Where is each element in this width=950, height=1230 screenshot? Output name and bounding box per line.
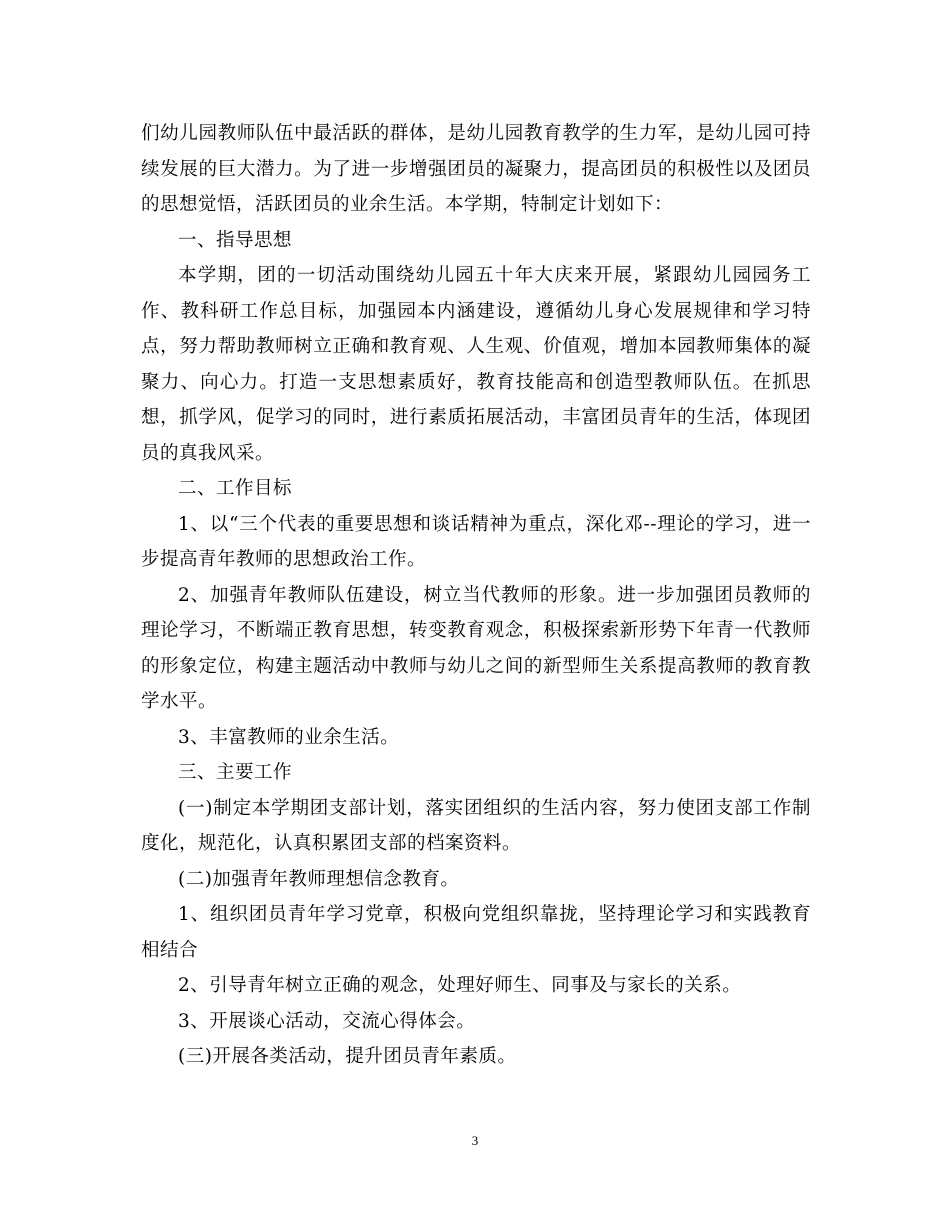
paragraph-intro: 们幼儿园教师队伍中最活跃的群体，是幼儿园教育教学的生力军，是幼儿园可持续发展的巨大潜力。为了进一步增强团员的凝聚力，提高团员的积极性以及团员的思想觉悟，活跃团员的业余生活。本学期，特制定计划如下：	[141, 123, 811, 215]
page-number: 3	[471, 1133, 479, 1148]
heading-work-goals: 二、工作目标	[178, 478, 293, 499]
paragraph-goal-3: 3、丰富教师的业余生活。	[178, 726, 400, 748]
paragraph-work-3: (三)开展各类活动，提升团员青年素质。	[178, 1046, 517, 1067]
body-text	[141, 116, 811, 1075]
heading-main-work: 三、主要工作	[178, 762, 293, 783]
paragraph-work-2-item-1: 1、组织团员青年学习党章，积极向党组织靠拢，坚持理论学习和实践教育相结合	[141, 904, 811, 961]
paragraph-work-1: (一)制定本学期团支部计划，落实团组织的生活内容，努力使团支部工作制度化，规范化，认真积累团支部的档案资料。	[141, 797, 811, 854]
paragraph-guiding-ideology: 本学期，团的一切活动围绕幼儿园五十年大庆来开展，紧跟幼儿园园务工作、教科研工作总目标，加强园本内涵建设，遵循幼儿身心发展规律和学习特点，努力帮助教师树立正确和教育观、人生观、价值观，增加本园教师集体的凝聚力、向心力。打造一支思想素质好，教育技能高和创造型教师队伍。在抓思想，抓学风，促学习的同时，进行素质拓展活动，丰富团员青年的生活，体现团员的真我风采。	[141, 265, 811, 464]
paragraph-goal-1: 1、以“三个代表的重要思想和谈话精神为重点，深化邓--理论的学习，进一步提高青年教师的思想政治工作。	[141, 513, 811, 570]
paragraph-work-2-item-2: 2、引导青年树立正确的观念，处理好师生、同事及与家长的关系。	[178, 975, 742, 996]
paragraph-work-2-item-3: 3、开展谈心活动，交流心得体会。	[178, 1010, 476, 1032]
heading-guiding-ideology: 一、指导思想	[178, 229, 293, 251]
paragraph-work-2: (二)加强青年教师理想信念教育。	[178, 868, 460, 890]
paragraph-goal-2: 2、加强青年教师队伍建设，树立当代教师的形象。进一步加强团员教师的理论学习，不断端正教育思想，转变教育观念，积极探索新形势下年青一代教师的形象定位，构建主题活动中教师与幼儿之间的新型师生关系提高教师的教育教学水平。	[141, 584, 811, 712]
